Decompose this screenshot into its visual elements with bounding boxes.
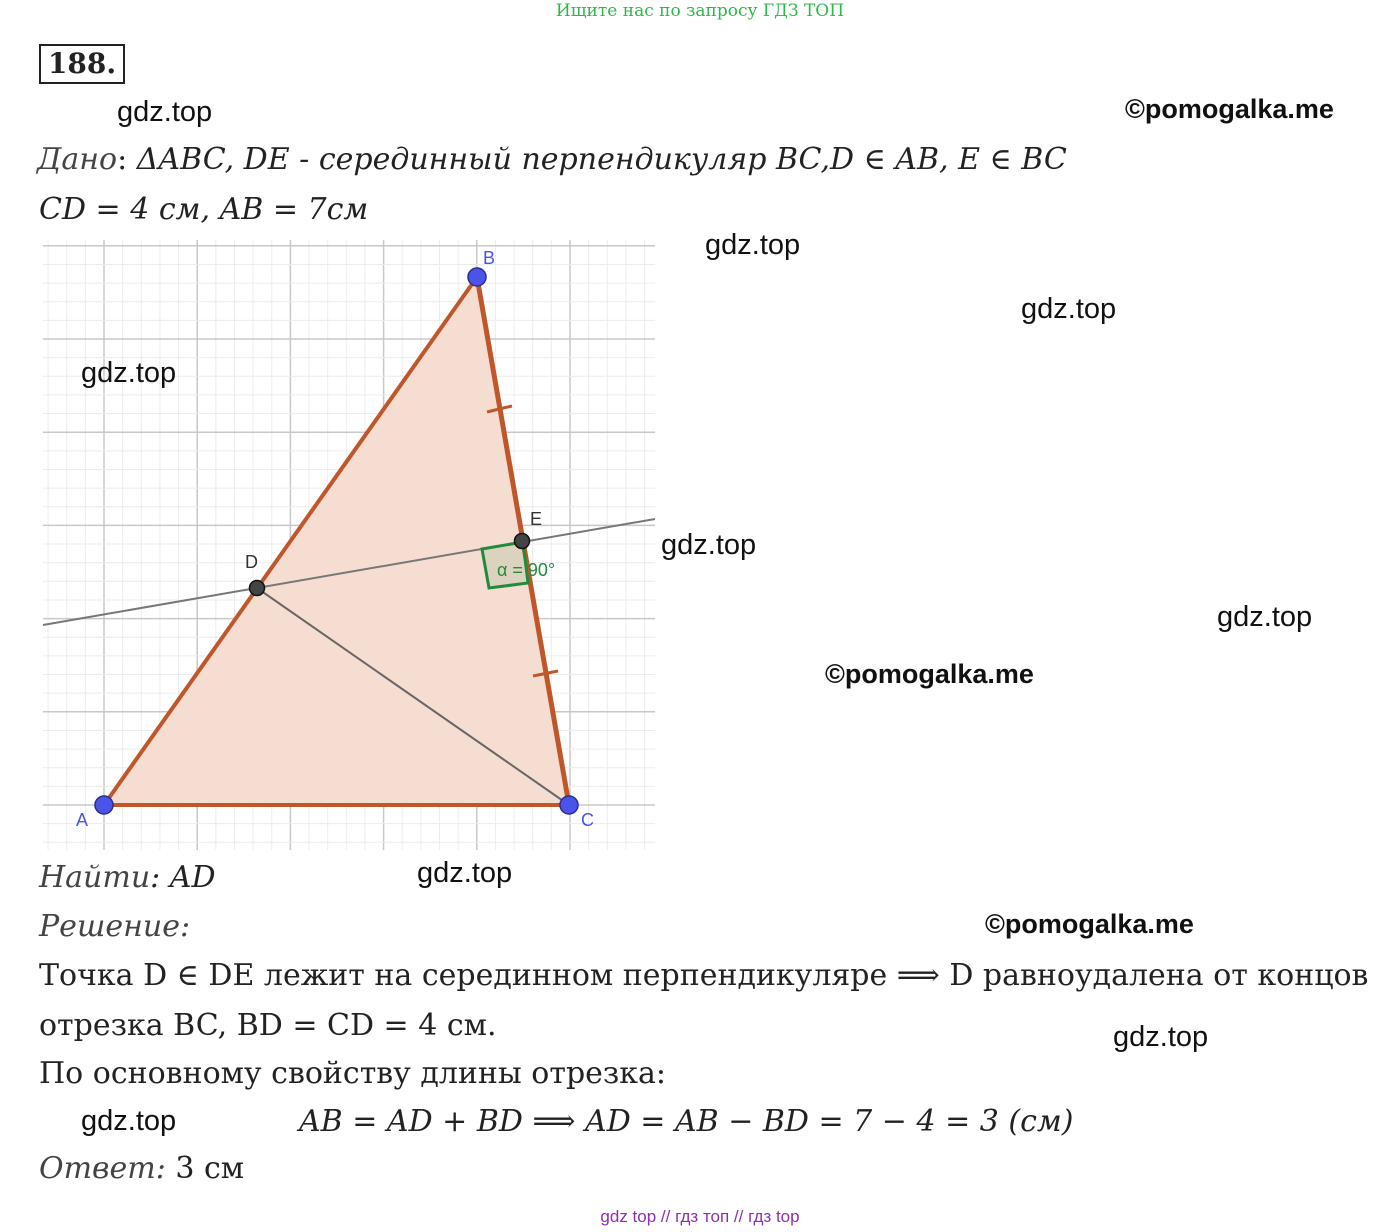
point-c [560, 796, 578, 814]
watermark-gdz-6: gdz.top [1217, 601, 1313, 633]
solution-line-2: отрезка BC, BD = CD = 4 см. [39, 1008, 497, 1043]
solution-formula: AB = AD + BD ⟹ AD = AB − BD = 7 − 4 = 3 (см) [299, 1104, 1074, 1139]
point-d [250, 581, 265, 596]
solution-line-1: Точка D ∈ DE лежит на серединном перпендикуляре ⟹ D равноудалена от концов [39, 958, 1369, 993]
solution-line-3: По основному свойству длины отрезка: [39, 1056, 667, 1091]
point-a [95, 796, 113, 814]
label-d: D [245, 552, 258, 572]
watermark-gdz-9: gdz.top [81, 1105, 177, 1137]
watermark-gdz-4: gdz.top [81, 357, 177, 389]
watermark-pomogalka-3: ©pomogalka.me [985, 909, 1194, 939]
top-banner: Ищите нас по запросу ГДЗ ТОП [555, 1, 845, 21]
label-a: A [76, 810, 89, 830]
answer-line [39, 1151, 244, 1186]
watermark-gdz-3: gdz.top [1021, 293, 1117, 325]
watermark-pomogalka-2: ©pomogalka.me [825, 659, 1034, 689]
label-e: E [530, 509, 543, 529]
given-label: Дано [37, 142, 118, 177]
label-c: C [581, 810, 594, 830]
given-text-1: ΔABC, DE - серединный перпендикуляр BC,D ∈ AB, E ∈ BC [136, 142, 1067, 177]
point-e [515, 534, 530, 549]
problem-number: 188. [39, 44, 125, 84]
watermark-pomogalka-1: ©pomogalka.me [1125, 94, 1334, 124]
given-line-2: CD = 4 см, AB = 7см [39, 192, 369, 227]
find-line [39, 860, 216, 895]
given-colon: : [117, 142, 128, 177]
solution-label: Решение: [39, 909, 191, 944]
watermark-gdz-7: gdz.top [417, 857, 513, 889]
solution-label-text: Решение [39, 909, 180, 944]
watermark-gdz-5: gdz.top [661, 529, 757, 561]
footer: gdz top // гдз топ // гдз top [600, 1207, 800, 1226]
answer-text: 3 см [165, 1151, 245, 1186]
geometry-figure [0, 0, 700, 870]
angle-label: α = 90° [497, 560, 556, 580]
find-text: : AD [150, 860, 216, 895]
find-label: Найти [39, 860, 151, 895]
watermark-gdz-8: gdz.top [1113, 1021, 1209, 1053]
label-b: B [483, 248, 496, 268]
answer-label: Ответ: [39, 1151, 166, 1186]
watermark-gdz-2: gdz.top [705, 229, 801, 261]
point-b [468, 268, 486, 286]
watermark-gdz-1: gdz.top [117, 96, 213, 128]
